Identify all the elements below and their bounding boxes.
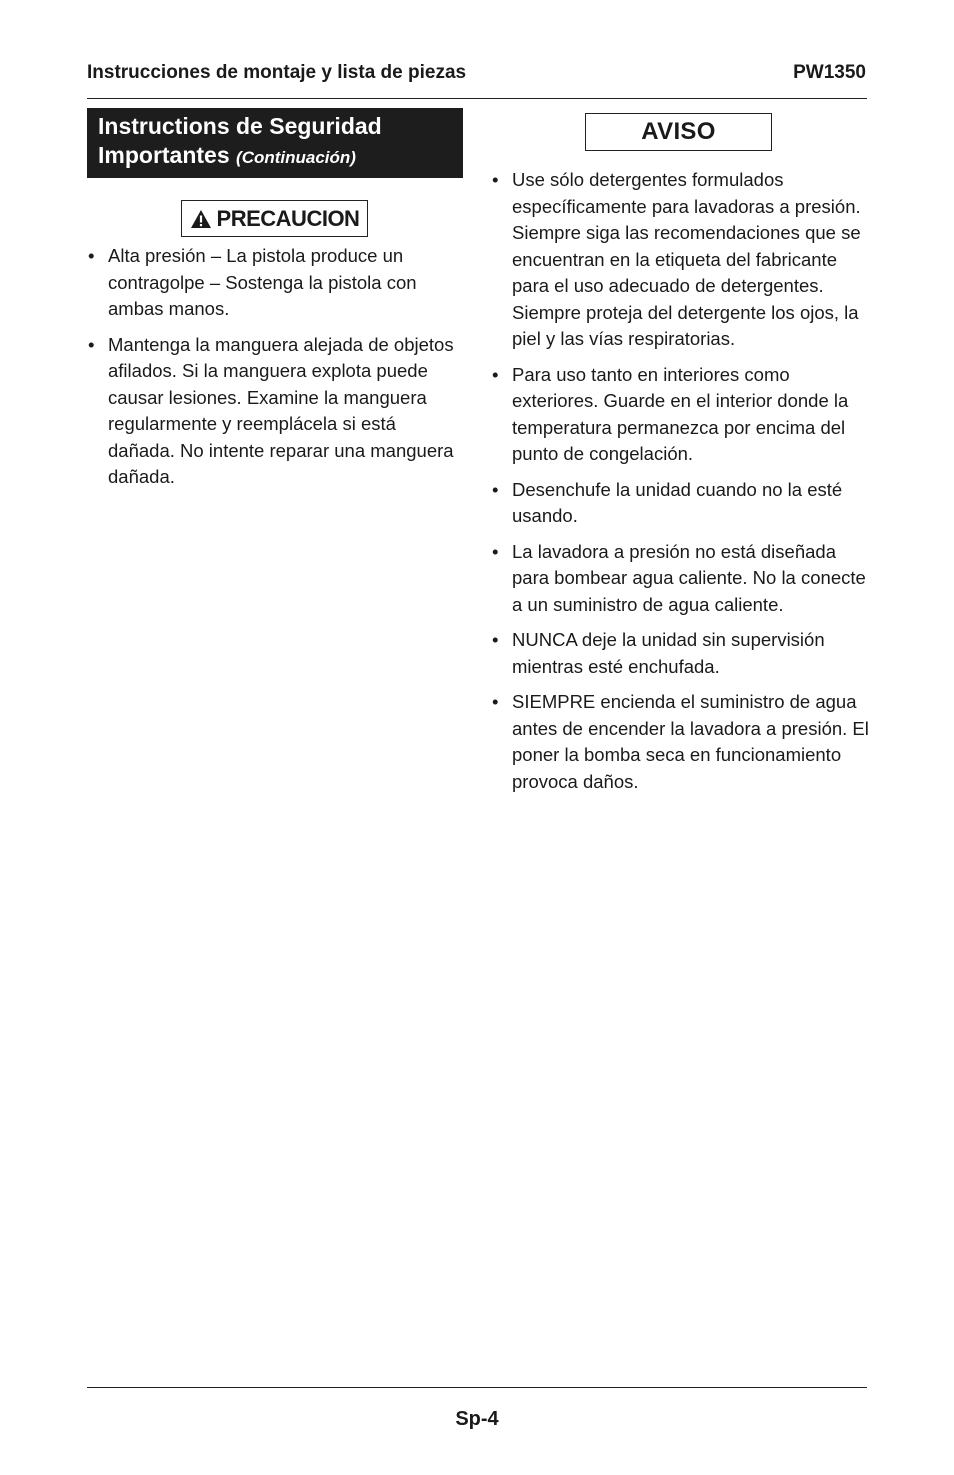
- caution-label-box: [181, 200, 368, 237]
- section-heading: [87, 108, 463, 178]
- page-number: Sp-4: [455, 1408, 499, 1430]
- list-item-text: Use sólo detergentes formulados específicamente para lavadoras a presión. Siempre siga las recomendaciones que se encuentran en la etiqueta del fabricante para el uso adecuado de detergentes. Siempre proteja del detergente los ojos, la piel y las vías respiratorias.: [512, 169, 861, 349]
- header-divider: [87, 98, 867, 99]
- list-item: • Para uso tanto en interiores como exteriores. Guarde en el interior donde la temperatura permanezca por encima del punto de congelación.: [492, 363, 849, 464]
- list-item-text: SIEMPRE encienda el suministro de agua antes de encender la lavadora a presión. El poner la bomba seca en funcionamiento provoca daños.: [512, 691, 869, 792]
- list-item: • Alta presión – La pistola produce un contragolpe – Sostenga la pistola con ambas manos.: [88, 245, 417, 319]
- caution-list: [88, 243, 466, 500]
- list-item: • Mantenga la manguera alejada de objetos afilados. Si la manguera explota puede causar lesiones. Examine la manguera regularmente y reemplácela si está dañada. No intente reparar una manguera dañada.: [88, 333, 454, 487]
- list-item: • Desenchufe la unidad cuando no la esté usando.: [492, 478, 843, 526]
- section-subtitle: (Continuación): [236, 148, 356, 167]
- model-number: PW1350: [793, 62, 866, 83]
- list-item: • La lavadora a presión no está diseñada para bombear agua caliente. No la conecte a un suministro de agua caliente.: [492, 540, 866, 615]
- list-item-text: Alta presión – La pistola produce un contragolpe – Sostenga la pistola con ambas manos.: [108, 245, 417, 319]
- section-title: Instructions de Seguridad Importantes: [98, 113, 382, 168]
- caution-label: PRECAUCION: [216, 205, 360, 231]
- notice-list: [492, 167, 870, 804]
- list-item-text: NUNCA deje la unidad sin supervisión mientras esté enchufada.: [512, 629, 825, 677]
- notice-label-box: [585, 113, 772, 151]
- document-title: Instrucciones de montaje y lista de piezas: [87, 62, 467, 83]
- list-item: • SIEMPRE encienda el suministro de agua antes de encender la lavadora a presión. El poner la bomba seca en funcionamiento provoca daños.: [492, 691, 869, 792]
- notice-label: AVISO: [641, 118, 716, 145]
- list-item-text: Mantenga la manguera alejada de objetos afilados. Si la manguera explota puede causar lesiones. Examine la manguera regularmente y reemplácela si está dañada. No intente reparar una manguera dañada.: [108, 333, 454, 487]
- list-item-text: La lavadora a presión no está diseñada para bombear agua caliente. No la conecte a un suministro de agua caliente.: [512, 540, 866, 615]
- list-item-text: Para uso tanto en interiores como exteriores. Guarde en el interior donde la temperatura permanezca por encima del punto de congelación.: [512, 363, 849, 464]
- list-item-text: Desenchufe la unidad cuando no la esté usando.: [512, 478, 843, 526]
- list-item: • Use sólo detergentes formulados específicamente para lavadoras a presión. Siempre siga las recomendaciones que se encuentran en la etiqueta del fabricante para el uso adecuado de detergentes. Siempre proteja del detergente los ojos, la piel y las vías respiratorias.: [492, 169, 861, 349]
- warning-triangle-icon: [190, 209, 212, 229]
- list-item: • NUNCA deje la unidad sin supervisión mientras esté enchufada.: [492, 629, 825, 677]
- footer-divider: [87, 1387, 867, 1388]
